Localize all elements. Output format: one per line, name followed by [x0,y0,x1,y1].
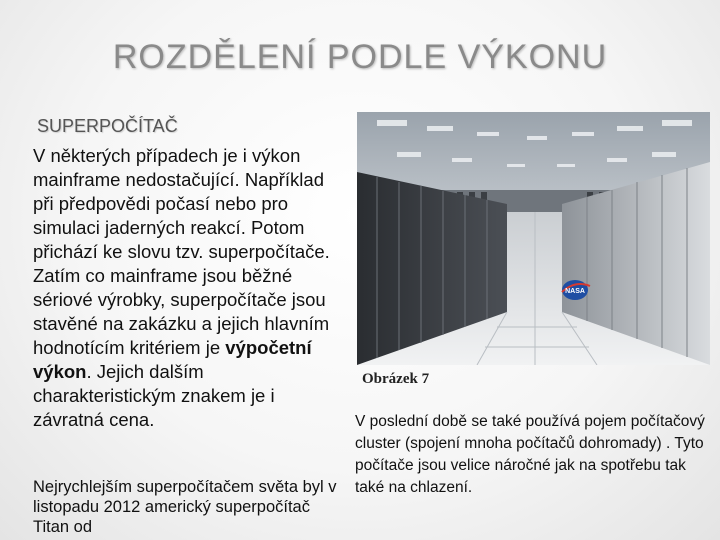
secondary-paragraph: Nejrychlejším superpočítačem světa byl v listopadu 2012 americký superpočítač Titan od [33,478,337,536]
image-caption: Obrázek 7 [362,371,430,387]
side-paragraph: V poslední době se také používá pojem počítačový cluster (spojení mnoha počítačů dohromady) . Tyto počítače jsou velice náročné jak na spotřebu tak také na chlazení. [355,413,705,496]
slide-subtitle: SUPERPOČÍTAČ [37,116,178,136]
supercomputer-photo-illustration [357,112,710,365]
main-paragraph-bold: výpočetní výkon [33,337,312,382]
main-paragraph-part2: . Jejich dalším charakteristickým znakem je i závratná cena. [33,361,275,430]
main-paragraph [33,144,338,432]
slide-title: ROZDĚLENÍ PODLE VÝKONU [112,38,608,76]
svg-text:NASA: NASA [565,288,585,295]
main-paragraph-part1: V některých případech je i výkon mainframe nedostačující. Například při předpovědi počasí nebo pro simulaci jaderných reakcí. Potom přichází ke slovu tzv. superpočítače. Zatím co mainframe jsou běžné sériové výrobky, superpočítače jsou stavěné na zakázku a jejich hlavním hodnotícím kritériem je [33,145,330,358]
supercomputer-photo [357,112,710,365]
